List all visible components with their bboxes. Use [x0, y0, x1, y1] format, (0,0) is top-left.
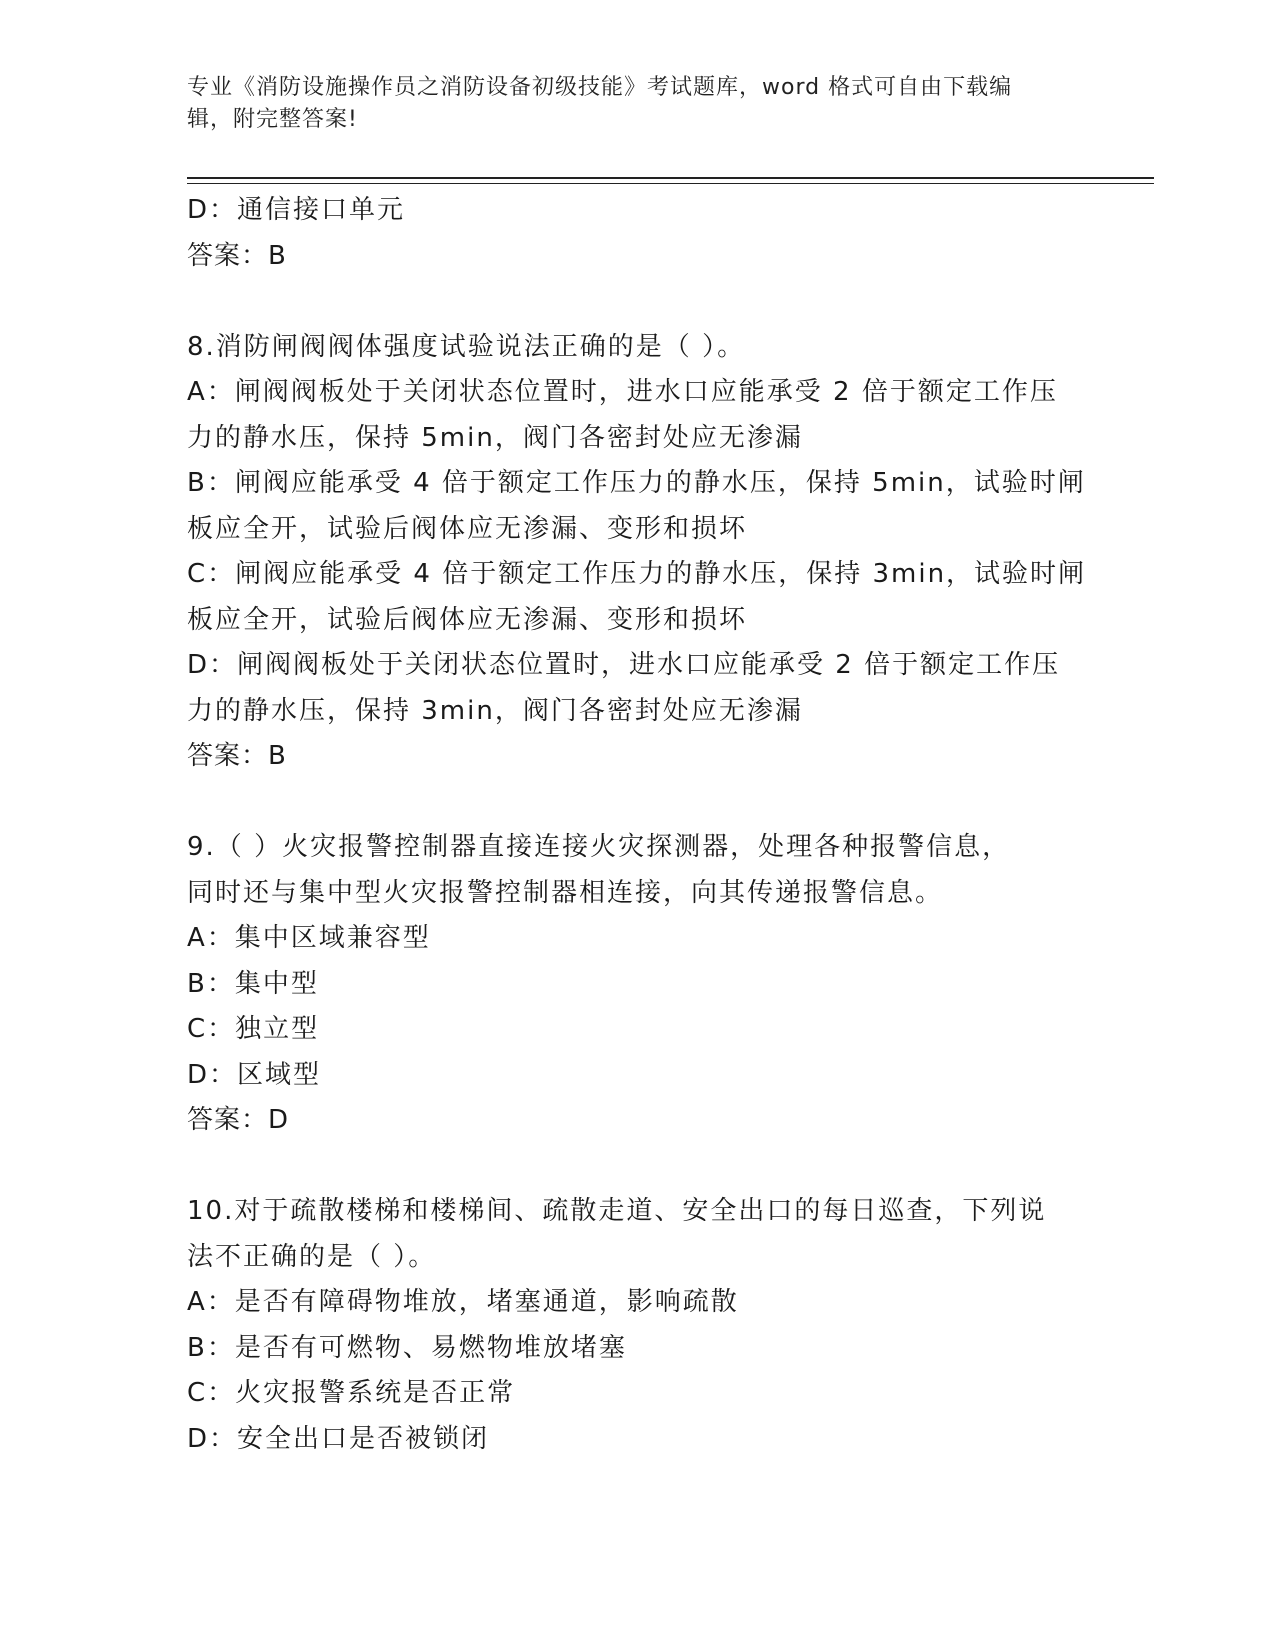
question-stem: 8.消防闸阀阀体强度试验说法正确的是（ ）。 [187, 331, 746, 362]
option-c-line-2: 板应全开，试验后阀体应无渗漏、变形和损坏 [187, 604, 748, 635]
question-10 [187, 1189, 1087, 1462]
option-b: B：集中型 [187, 968, 319, 999]
header-rule-thick [187, 177, 1154, 179]
option-d-line-2: 力的静水压，保持 3min，阀门各密封处应无渗漏 [187, 695, 803, 726]
option-d: D：安全出口是否被锁闭 [187, 1423, 490, 1454]
option-c: C：火灾报警系统是否正常 [187, 1378, 516, 1408]
header-rule-thin [187, 183, 1154, 184]
option-c: C：独立型 [187, 1014, 320, 1044]
prev-option-d: D：通信接口单元 [187, 195, 406, 225]
prev-answer: 答案：B [187, 240, 287, 271]
question-9 [187, 825, 1087, 1144]
question-stem-line-2: 同时还与集中型火灾报警控制器相连接，向其传递报警信息。 [187, 877, 944, 908]
option-a: A：是否有障碍物堆放，堵塞通道，影响疏散 [187, 1287, 739, 1317]
answer: 答案：B [187, 741, 287, 771]
question-stem-line-1: 9.（ ）火灾报警控制器直接连接火灾探测器，处理各种报警信息， [187, 832, 1011, 862]
question-content [187, 188, 1087, 1462]
option-a: A：集中区域兼容型 [187, 923, 431, 953]
option-b-line-1: B：闸阀应能承受 4 倍于额定工作压力的静水压，保持 5min，试验时闸 [187, 468, 1086, 498]
option-d-line-1: D：闸阀阀板处于关闭状态位置时，进水口应能承受 2 倍于额定工作压 [187, 650, 1061, 680]
answer: 答案：D [187, 1105, 290, 1135]
header-line-2: 辑，附完整答案! [187, 107, 358, 132]
option-a-line-2: 力的静水压，保持 5min，阀门各密封处应无渗漏 [187, 422, 803, 453]
spacer [187, 780, 1087, 826]
spacer [187, 279, 1087, 325]
option-a-line-1: A：闸阀阀板处于关闭状态位置时，进水口应能承受 2 倍于额定工作压 [187, 377, 1058, 407]
option-b-line-2: 板应全开，试验后阀体应无渗漏、变形和损坏 [187, 513, 748, 544]
option-d: D：区域型 [187, 1059, 322, 1090]
spacer [187, 1144, 1087, 1190]
option-b: B：是否有可燃物、易燃物堆放堵塞 [187, 1332, 627, 1363]
option-c-line-1: C：闸阀应能承受 4 倍于额定工作压力的静水压，保持 3min，试验时闸 [187, 559, 1087, 589]
page-header [187, 72, 1087, 136]
header-line-1: 专业《消防设施操作员之消防设备初级技能》考试题库，word 格式可自由下载编 [187, 75, 1013, 100]
question-stem-line-1: 10.对于疏散楼梯和楼梯间、疏散走道、安全出口的每日巡查，下列说 [187, 1196, 1047, 1226]
question-8 [187, 325, 1087, 780]
question-stem-line-2: 法不正确的是（ ）。 [187, 1241, 437, 1272]
